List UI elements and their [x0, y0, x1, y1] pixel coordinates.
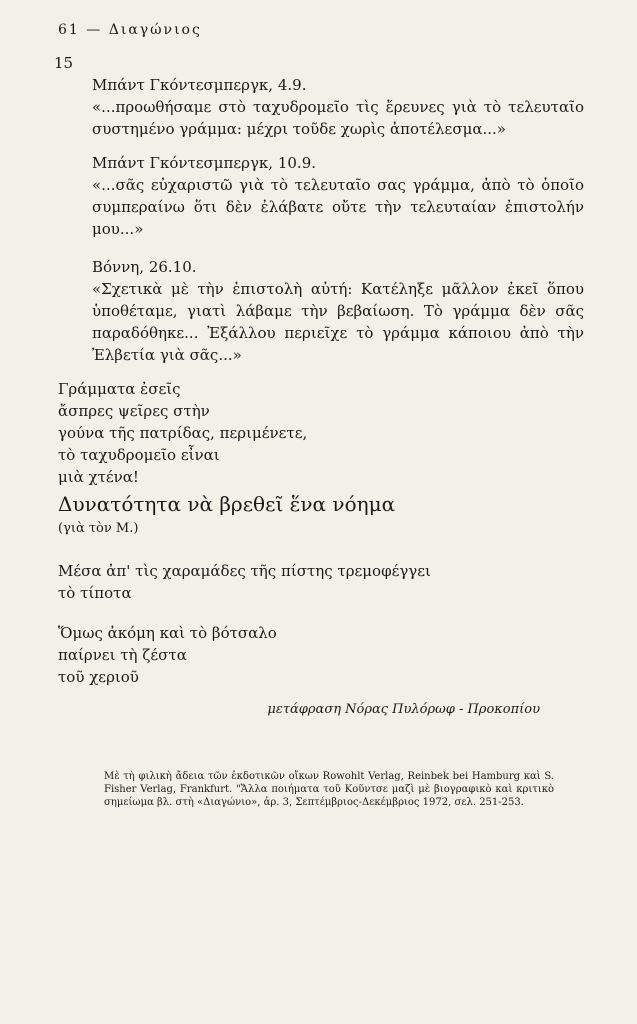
letter-excerpt	[92, 152, 584, 240]
poem-line: τὸ τίποτα	[58, 584, 132, 602]
poem-stanza	[58, 560, 431, 604]
poem-line: Γράμματα ἐσεῖς	[58, 380, 181, 398]
poem-line: Μέσα ἀπ' τὶς χαραμάδες τῆς πίστης τρεμοφέγγει	[58, 562, 431, 580]
translator-credit: μετάφραση Νόρας Πυλόρωφ - Προκοπίου	[267, 702, 540, 717]
letter-text: «...προωθήσαμε στὸ ταχυδρομεῖο τὶς ἔρευνες γιὰ τὸ τελευταῖο συστημένο γράμμα: μέχρι τοῦδε χωρὶς ἀποτέλεσμα...»	[92, 98, 584, 138]
poem-line: Ὅμως ἀκόμη καὶ τὸ βότσαλο	[58, 624, 277, 642]
poem-line: τὸ ταχυδρομεῖο εἶναι	[58, 446, 220, 464]
running-header: 61 — Διαγώνιος	[58, 22, 202, 38]
poem-line: παίρνει τὴ ζέστα	[58, 646, 187, 664]
poem-line: μιὰ χτένα!	[58, 468, 139, 486]
footnote: Μὲ τὴ φιλικὴ ἄδεια τῶν ἐκδοτικῶν οἴκων Rowohlt Verlag, Reinbek bei Hamburg καὶ S. Fisher Verlag, Frankfurt. "Ἄλλα ποιήματα τοῦ Κοῦντσε μαζὶ μὲ βιογραφικὸ καὶ κριτικὸ σημείωμα βλ. στὴ «Διαγώνιο», ἀρ. 3, Σεπτέμβριος-Δεκέμβριος 1972, σελ. 251-253.	[104, 771, 554, 808]
poem-dedication: (γιὰ τὸν Μ.)	[58, 521, 139, 536]
section-number: 15	[54, 54, 74, 72]
letter-excerpt	[92, 74, 584, 140]
poem-line: ἄσπρες ψεῖρες στὴν	[58, 402, 210, 420]
poem-title: Δυνατότητα νὰ βρεθεῖ ἕνα νόημα	[58, 492, 396, 516]
letter-date: Βόννη, 26.10.	[92, 258, 197, 276]
letter-excerpt	[92, 256, 584, 366]
letter-date: Μπάντ Γκόντεσμπεργκ, 4.9.	[92, 76, 307, 94]
poem-line: τοῦ χεριοῦ	[58, 668, 139, 686]
poem-line: γούνα τῆς πατρίδας, περιμένετε,	[58, 424, 308, 442]
letter-text: «Σχετικὰ μὲ τὴν ἐπιστολὴ αὐτή: Κατέληξε μᾶλλον ἐκεῖ ὅπου ὑποθέταμε, γιατὶ λάβαμε τὴν βεβαίωση. Τὸ γράμμα δὲν σᾶς παραδόθηκε... Ἐξάλλου περιεῖχε τὸ γράμμα κάποιου ἀπὸ τὴν Ἐλβετία γιὰ σᾶς...»	[92, 280, 584, 364]
letter-text: «...σᾶς εὐχαριστῶ γιὰ τὸ τελευταῖο σας γράμμα, ἀπὸ τὸ ὁποῖο συμπεραίνω ὅτι δὲν ἐλάβατε οὔτε τὴν τελευταίαν ἐπιστολήν μου...»	[92, 176, 584, 238]
poem-stanza	[58, 378, 307, 488]
letter-date: Μπάντ Γκόντεσμπεργκ, 10.9.	[92, 154, 317, 172]
poem-stanza	[58, 622, 277, 688]
